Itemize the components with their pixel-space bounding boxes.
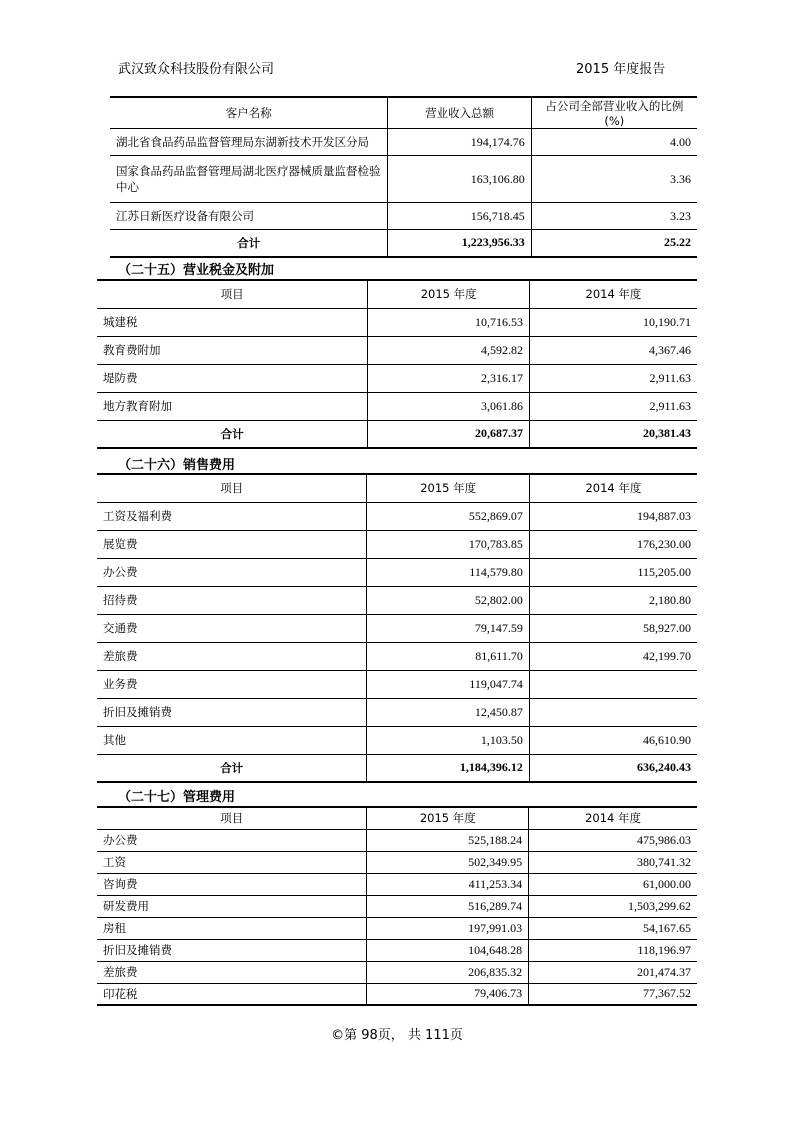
section-title-admin: （二十七）管理费用 — [118, 790, 236, 805]
value-cell: 营业收入总额 — [388, 97, 531, 129]
value-cell: 197,991.03 — [367, 917, 529, 939]
section-title-tax: （二十五）营业税金及附加 — [118, 263, 275, 278]
value-cell: 2,180.80 — [529, 586, 697, 614]
item-name-cell: 交通费 — [97, 614, 367, 642]
value-cell: 552,869.07 — [367, 502, 529, 530]
table-row — [97, 939, 697, 961]
value-cell: 79,406.73 — [367, 983, 529, 1005]
section-title-selling: （二十六）销售费用 — [118, 458, 236, 473]
report-title: 2015 年度报告 — [576, 62, 666, 77]
value-cell: 119,047.74 — [367, 670, 529, 698]
value-cell: 475,986.03 — [529, 829, 697, 851]
value-cell: 20,381.43 — [529, 420, 697, 448]
item-name-cell: 客户名称 — [110, 97, 388, 129]
value-cell: 42,199.70 — [529, 642, 697, 670]
table-header-row — [110, 97, 697, 129]
value-cell: 2,316.17 — [368, 364, 530, 392]
item-name-cell: 业务费 — [97, 670, 367, 698]
value-cell: 2,911.63 — [529, 392, 697, 420]
value-cell: 2015 年度 — [368, 280, 530, 308]
value-cell: 1,223,956.33 — [388, 230, 531, 257]
item-name-cell: 招待费 — [97, 586, 367, 614]
table-row — [97, 642, 697, 670]
item-name-cell: 办公费 — [97, 558, 367, 586]
value-cell: 3.36 — [531, 156, 697, 203]
value-cell — [529, 670, 697, 698]
value-cell: 170,783.85 — [367, 530, 529, 558]
table-row — [97, 308, 697, 336]
table-row — [97, 336, 697, 364]
value-cell: 206,835.32 — [367, 961, 529, 983]
item-name-cell: 折旧及摊销费 — [97, 939, 367, 961]
item-name-cell: 项目 — [97, 807, 367, 829]
item-name-cell: 项目 — [97, 280, 368, 308]
value-cell: 2015 年度 — [367, 474, 529, 502]
value-cell: 25.22 — [531, 230, 697, 257]
item-name-cell: 堤防费 — [97, 364, 368, 392]
table-row — [97, 502, 697, 530]
value-cell: 118,196.97 — [529, 939, 697, 961]
value-cell: 163,106.80 — [388, 156, 531, 203]
top-customers-table — [110, 96, 697, 258]
item-name-cell: 差旅费 — [97, 642, 367, 670]
table-row — [97, 961, 697, 983]
item-name-cell: 合计 — [237, 235, 261, 250]
value-cell: 20,687.37 — [368, 420, 530, 448]
value-cell: 2014 年度 — [529, 474, 697, 502]
table-row — [97, 670, 697, 698]
table-total-row — [110, 230, 697, 257]
item-name-cell: 印花税 — [103, 986, 138, 1001]
value-cell: 156,718.45 — [388, 203, 531, 230]
value-cell: 201,474.37 — [529, 961, 697, 983]
item-name-cell: 咨询费 — [97, 873, 367, 895]
value-cell: 194,174.76 — [388, 129, 531, 156]
table-row — [97, 698, 697, 726]
value-cell: 2015 年度 — [367, 807, 529, 829]
value-cell: 3,061.86 — [368, 392, 530, 420]
table-row — [97, 558, 697, 586]
item-name-cell: 合计 — [220, 426, 244, 441]
table-total-row — [97, 754, 697, 782]
item-name-cell: 项目 — [97, 474, 367, 502]
item-name-cell: 房租 — [97, 917, 367, 939]
value-cell: 12,450.87 — [367, 698, 529, 726]
value-cell: 114,579.80 — [367, 558, 529, 586]
table-row — [97, 530, 697, 558]
value-cell: 2014 年度 — [529, 280, 697, 308]
item-name-cell: 教育费附加 — [97, 336, 368, 364]
table-row — [97, 614, 697, 642]
item-name-cell: 合计 — [220, 760, 244, 775]
item-name-cell: 办公费 — [97, 829, 367, 851]
value-cell: 380,741.32 — [529, 851, 697, 873]
value-cell: 2014 年度 — [529, 807, 697, 829]
value-cell: 411,253.34 — [367, 873, 529, 895]
item-name-cell: 江苏日新医疗设备有限公司 — [110, 203, 388, 230]
item-name-cell: 折旧及摊销费 — [97, 698, 367, 726]
table-total-row — [97, 420, 697, 448]
value-cell: 54,167.65 — [529, 917, 697, 939]
value-cell: 4,592.82 — [368, 336, 530, 364]
value-cell: 占公司全部营业收入的比例(%) — [531, 97, 697, 129]
value-cell — [529, 698, 697, 726]
table-row — [97, 726, 697, 754]
table-row — [110, 156, 697, 203]
table-row — [110, 203, 697, 230]
value-cell: 1,503,299.62 — [529, 895, 697, 917]
value-cell: 4.00 — [531, 129, 697, 156]
table-header-row — [97, 280, 697, 308]
table-row — [97, 895, 697, 917]
item-name-cell: 湖北省食品药品监督管理局东湖新技术开发区分局 — [110, 129, 388, 156]
value-cell: 176,230.00 — [529, 530, 697, 558]
selling-expense-table — [97, 473, 697, 783]
table-row — [110, 129, 697, 156]
page-number: ©第 98页， 共 111页 — [331, 1028, 463, 1043]
value-cell: 10,190.71 — [529, 308, 697, 336]
value-cell: 10,716.53 — [368, 308, 530, 336]
table-header-row — [97, 474, 697, 502]
value-cell: 79,147.59 — [367, 614, 529, 642]
table-row — [97, 364, 697, 392]
table-header-row — [97, 807, 697, 829]
table-row — [97, 851, 697, 873]
value-cell: 525,188.24 — [367, 829, 529, 851]
table-row — [97, 829, 697, 851]
value-cell: 3.23 — [531, 203, 697, 230]
item-name-cell: 其他 — [97, 726, 367, 754]
value-cell: 61,000.00 — [529, 873, 697, 895]
table-row — [97, 917, 697, 939]
value-cell: 516,289.74 — [367, 895, 529, 917]
value-cell: 58,927.00 — [529, 614, 697, 642]
value-cell: 502,349.95 — [367, 851, 529, 873]
table-row — [97, 392, 697, 420]
item-name-cell: 城建税 — [97, 308, 368, 336]
value-cell: 104,648.28 — [367, 939, 529, 961]
value-cell: 4,367.46 — [529, 336, 697, 364]
table-row — [97, 873, 697, 895]
value-cell: 636,240.43 — [529, 754, 697, 782]
item-name-cell: 展览费 — [97, 530, 367, 558]
admin-expense-table — [97, 806, 697, 1006]
item-name-cell: 研发费用 — [97, 895, 367, 917]
item-name-cell: 工资及福利费 — [97, 502, 367, 530]
item-name-cell: 国家食品药品监督管理局湖北医疗器械质量监督检验中心 — [110, 156, 388, 203]
item-name-cell: 工资 — [97, 851, 367, 873]
company-name: 武汉致众科技股份有限公司 — [118, 62, 275, 77]
value-cell: 1,184,396.12 — [367, 754, 529, 782]
value-cell: 77,367.52 — [529, 983, 697, 1005]
value-cell: 46,610.90 — [529, 726, 697, 754]
table-row — [97, 983, 697, 1005]
value-cell: 1,103.50 — [367, 726, 529, 754]
business-tax-table — [97, 279, 697, 449]
item-name-cell: 地方教育附加 — [97, 392, 368, 420]
value-cell: 2,911.63 — [529, 364, 697, 392]
value-cell: 81,611.70 — [367, 642, 529, 670]
table-row — [97, 586, 697, 614]
item-name-cell: 差旅费 — [97, 961, 367, 983]
value-cell: 52,802.00 — [367, 586, 529, 614]
value-cell: 115,205.00 — [529, 558, 697, 586]
value-cell: 194,887.03 — [529, 502, 697, 530]
